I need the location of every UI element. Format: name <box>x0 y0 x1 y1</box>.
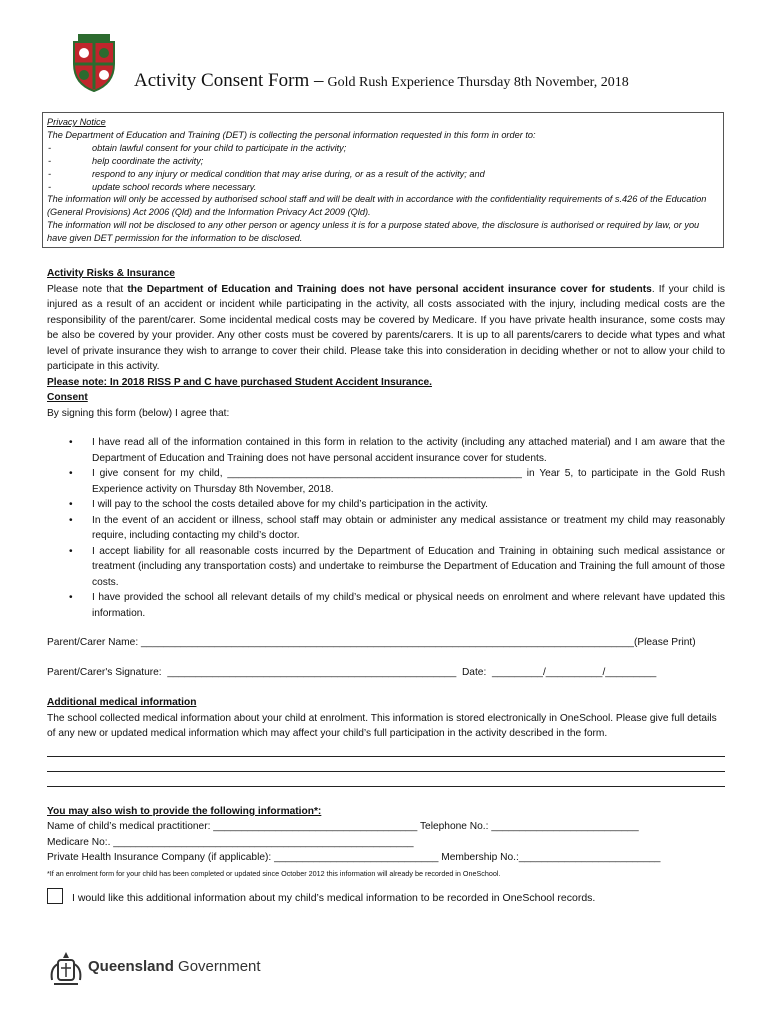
parent-signature-field[interactable] <box>47 665 725 681</box>
parent-name-label: Parent/Carer Name: <box>47 637 139 648</box>
parent-name-suffix: (Please Print) <box>633 637 696 648</box>
consent-item-text: I have read all of the information contained in this form in relation to the activity (including any attached material) and I am aware that the Department of Education and Training does not have personal accident insurance cover for students. <box>92 437 725 464</box>
privacy-para-access: The information will only be accessed by authorised school staff and will be dealt with in accordance with the confidentiality requirements of s.426 of the Education (General Provisions) Act 2006 (Qld) and the Information Privacy Act 2009 (Qld). <box>47 194 707 218</box>
optional-info-heading: You may also wish to provide the following information*: <box>47 805 322 817</box>
membership-line[interactable]: _________________________ <box>518 852 661 863</box>
qld-government-wordmark <box>88 958 261 975</box>
practitioner-row <box>47 819 725 835</box>
medicare-label: Medicare No:. <box>47 836 111 848</box>
consent-item <box>47 590 725 621</box>
practitioner-line[interactable]: ____________________________________ <box>213 821 418 832</box>
medicare-row <box>47 835 725 851</box>
privacy-item: - respond to any injury or medical condition that may arise during, or as a result of the activity; and <box>48 168 485 179</box>
practitioner-label: Name of child’s medical practitioner: <box>47 821 211 832</box>
privacy-para-disclosure: The information will not be disclosed to any other person or agency unless it is for a purpose stated above, the disclosure is authorised or required by law, or you have given DET permission for the information to be disclosed. <box>47 220 700 244</box>
risks-heading: Activity Risks & Insurance <box>47 268 175 279</box>
consent-item-text: I accept liability for all reasonable costs incurred by the Department of Education and Training in obtaining such medical assistance or treatment (including any transportation costs) and undertake to reimburse the Department of Education and Training the full amount of those costs. <box>92 545 725 588</box>
medical-heading: Additional medical information <box>47 697 197 708</box>
qld-coat-of-arms-icon <box>46 948 86 993</box>
privacy-item-text: respond to any injury or medical condition that may arise during, or as a result of the activity; and <box>92 168 485 179</box>
wordmark-rest: Government <box>173 958 261 975</box>
consent-item <box>47 466 725 497</box>
oneschool-consent-checkbox[interactable] <box>47 888 63 904</box>
signature-line[interactable]: ___________________________________________________ <box>167 666 457 678</box>
medical-info-line-1[interactable] <box>47 742 725 757</box>
risks-text-bold: the Department of Education and Training does not have personal accident insurance cover for students <box>127 283 652 295</box>
footnote: *If an enrolment form for your child has been completed or updated since October 2012 this information will already be recorded in OneSchool. <box>47 868 501 878</box>
privacy-item: - help coordinate the activity; <box>48 155 204 166</box>
signature-label: Parent/Carer's Signature: <box>47 666 162 678</box>
parent-name-line[interactable]: _______________________________________________________________________________________ <box>141 637 634 648</box>
risks-text-start: Please note that <box>47 283 128 295</box>
parent-name-field[interactable] <box>47 635 725 651</box>
privacy-intro: The Department of Education and Training (DET) is collecting the personal information requested in this form in order to: <box>47 129 536 140</box>
consent-item-text: I will pay to the school the costs detailed above for my child’s participation in the activity. <box>92 499 489 510</box>
risks-paragraph <box>47 282 725 375</box>
phone-line[interactable]: __________________________ <box>491 821 639 832</box>
consent-item-text: In the event of an accident or illness, school staff may obtain or administer any medical assistance or treatment my child may reasonably require, including contacting my child’s doctor. <box>92 514 725 541</box>
bullet: • <box>69 592 73 603</box>
oneschool-consent-label: I would like this additional information about my child’s medical information to be recorded in OneSchool records. <box>72 892 596 904</box>
consent-item <box>47 544 725 591</box>
medical-info-line-3[interactable] <box>47 772 725 787</box>
insurance-line[interactable]: _____________________________ <box>274 852 439 863</box>
form-body <box>47 266 725 881</box>
risks-text-rest: . If your child is injured as a result of an accident or incident while participating in the activity, all costs associated with the injury, including medical costs are the responsibility of the parent/carer. Some incidental medical costs may be covered by Medicare. If you have private health insurance, some costs may be also be covered by your provider. Any other costs must be covered by parents/carers. It is up to all parents/carers to decide what types and what level of private insurance they wish to arrange to cover their child. Please take this into consideration in deciding whether or not to allow your child to participate in this activity. <box>47 283 725 372</box>
membership-label: Membership No.: <box>441 852 519 863</box>
bullet: • <box>69 468 73 479</box>
date-line[interactable]: _________/__________/_________ <box>491 666 657 678</box>
consent-heading: Consent <box>47 392 88 403</box>
consent-item <box>47 435 725 466</box>
consent-item <box>47 513 725 544</box>
medical-text: The school collected medical information about your child at enrolment. This information is stored electronically in OneSchool. Please give full details of any new or updated medical information which may affect your child’s full participation in the activity described in the form. <box>47 712 717 739</box>
insurance-row <box>47 850 725 866</box>
bullet: • <box>69 545 73 557</box>
medical-info-line-2[interactable] <box>47 757 725 772</box>
title-sub: Gold Rush Experience Thursday 8th November, 2018 <box>327 75 629 90</box>
privacy-item: - obtain lawful consent for your child to participate in the activity; <box>48 142 347 153</box>
consent-intro: By signing this form (below) I agree that: <box>47 407 230 419</box>
privacy-heading: Privacy Notice <box>47 117 106 127</box>
insurance-label: Private Health Insurance Company (if applicable): <box>47 852 272 863</box>
phone-label: Telephone No.: <box>419 821 489 832</box>
consent-item-text: I give consent for my child, ____________________________________________________ in Year 5, to participate in the Gold Rush Experience activity on Thursday 8th November, 2018. <box>92 468 725 495</box>
privacy-item-text: update school records where necessary. <box>92 181 257 192</box>
medicare-line[interactable]: _____________________________________________________ <box>113 836 414 848</box>
privacy-item-text: obtain lawful consent for your child to participate in the activity; <box>92 142 347 153</box>
insurance-note: Please note: In 2018 RISS P and C have purchased Student Accident Insurance. <box>47 376 432 388</box>
page-title <box>134 70 629 92</box>
wordmark-bold: Queensland <box>88 958 174 975</box>
date-label: Date: <box>461 666 487 678</box>
title-main: Activity Consent Form – <box>134 70 324 91</box>
consent-item-text: I have provided the school all relevant details of my child’s medical or physical needs on enrolment and where relevant have updated this information. <box>92 592 725 619</box>
bullet: • <box>69 514 73 526</box>
bullet: • <box>69 499 73 510</box>
bullet: • <box>69 437 73 448</box>
privacy-item-text: help coordinate the activity; <box>92 155 204 166</box>
school-crest-logo <box>70 34 118 90</box>
consent-item <box>47 497 725 513</box>
privacy-notice-box <box>42 112 724 248</box>
privacy-item: - update school records where necessary. <box>48 181 257 192</box>
